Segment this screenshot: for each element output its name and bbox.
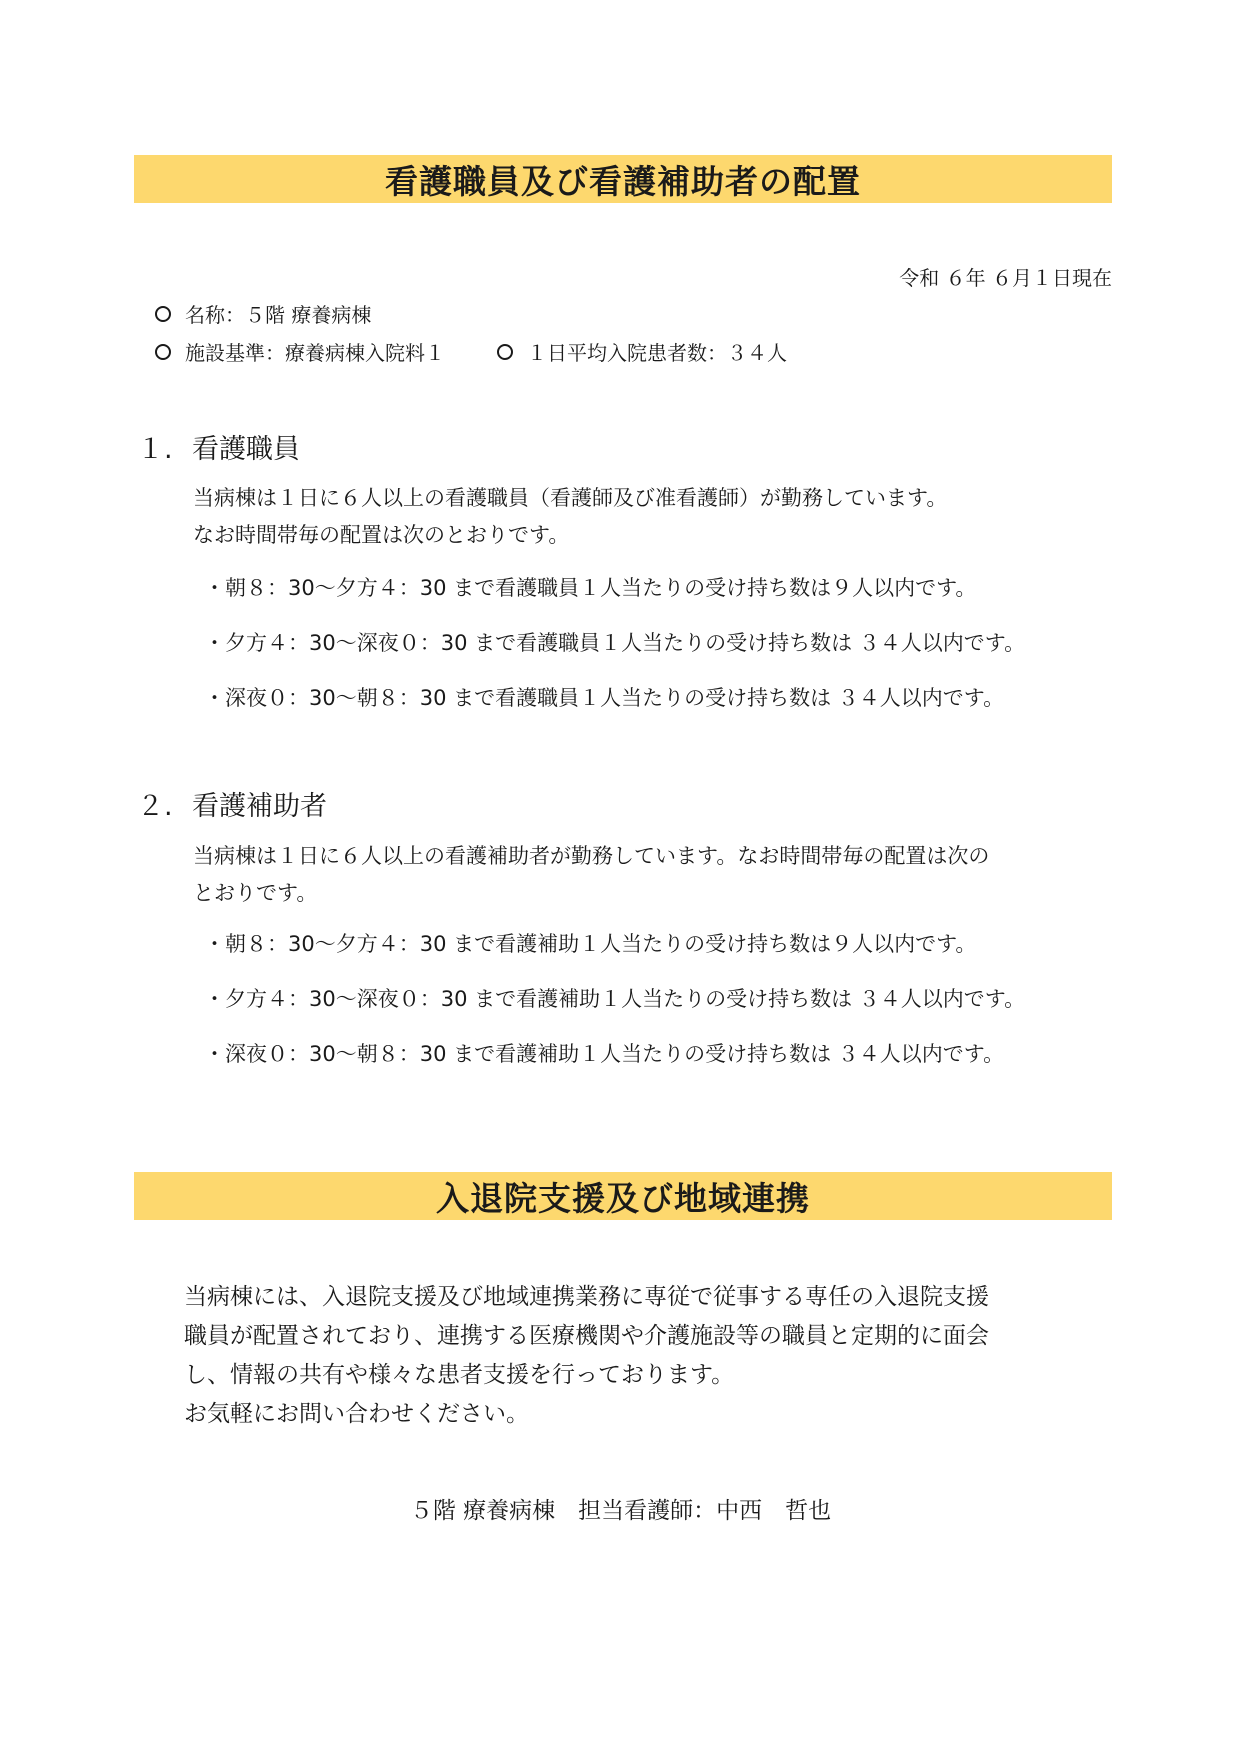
paragraph-line: 当病棟は１日に６人以上の看護職員（看護師及び准看護師）が勤務しています。: [193, 486, 948, 510]
section-title: 看護職員: [192, 434, 300, 465]
staffing-title-banner: [134, 155, 1112, 203]
discharge-support-banner: [134, 1172, 1112, 1220]
support-line: し、情報の共有や様々な患者支援を行っております。: [184, 1362, 735, 1388]
circle-bullet-icon: [155, 306, 171, 322]
section-number: １.: [137, 434, 173, 465]
section-number: ２.: [137, 791, 173, 822]
section-nursing-staff-paragraph: [193, 480, 1093, 554]
support-line: お気軽にお問い合わせください。: [184, 1401, 529, 1427]
average-patients: １日平均入院患者数：３４人: [527, 341, 787, 365]
section-nursing-staff-heading: [137, 427, 300, 466]
paragraph-line: なお時間帯毎の配置は次のとおりです。: [193, 523, 570, 547]
section-assistant-paragraph: [193, 838, 1093, 912]
average-patients-group: [497, 337, 787, 366]
discharge-support-text: [184, 1278, 1084, 1434]
page-title: 看護職員及び看護補助者の配置: [385, 161, 861, 201]
section-assistant-heading: [137, 784, 327, 823]
section-banner-title: 入退院支援及び地域連携: [436, 1178, 810, 1218]
as-of-date: 令和 ６年 ６月１日現在: [899, 266, 1112, 290]
support-line: 職員が配置されており、連携する医療機関や介護施設等の職員と定期的に面会: [184, 1323, 989, 1349]
paragraph-line: とおりです。: [193, 881, 318, 905]
circle-bullet-icon: [155, 344, 171, 360]
support-line: 当病棟には、入退院支援及び地域連携業務に専従で従事する専任の入退院支援: [184, 1284, 989, 1310]
assistant-evening-shift-item: ・夕方４：30～深夜０：30 まで看護補助１人当たりの受け持ち数は ３４人以内です。: [204, 987, 1026, 1011]
paragraph-line: 当病棟は１日に６人以上の看護補助者が勤務しています。なお時間帯毎の配置は次の: [193, 844, 990, 868]
section-title: 看護補助者: [192, 791, 327, 822]
contact-signature: ５階 療養病棟 担当看護師：中西 哲也: [409, 1498, 832, 1524]
nursing-evening-shift-item: ・夕方４：30～深夜０：30 まで看護職員１人当たりの受け持ち数は ３４人以内です。: [204, 631, 1026, 655]
assistant-day-shift-item: ・朝８：30～夕方４：30 まで看護補助１人当たりの受け持ち数は９人以内です。: [204, 932, 977, 956]
ward-name: 名称：５階 療養病棟: [185, 303, 372, 327]
ward-name-line: [155, 299, 371, 328]
nursing-day-shift-item: ・朝８：30～夕方４：30 まで看護職員１人当たりの受け持ち数は９人以内です。: [204, 576, 977, 600]
facility-standard-line: [155, 337, 787, 366]
assistant-night-shift-item: ・深夜０：30～朝８：30 まで看護補助１人当たりの受け持ち数は ３４人以内です。: [204, 1042, 1005, 1066]
circle-bullet-icon: [497, 344, 513, 360]
facility-standard: 施設基準：療養病棟入院料１: [185, 341, 445, 365]
nursing-night-shift-item: ・深夜０：30～朝８：30 まで看護職員１人当たりの受け持ち数は ３４人以内です。: [204, 686, 1005, 710]
